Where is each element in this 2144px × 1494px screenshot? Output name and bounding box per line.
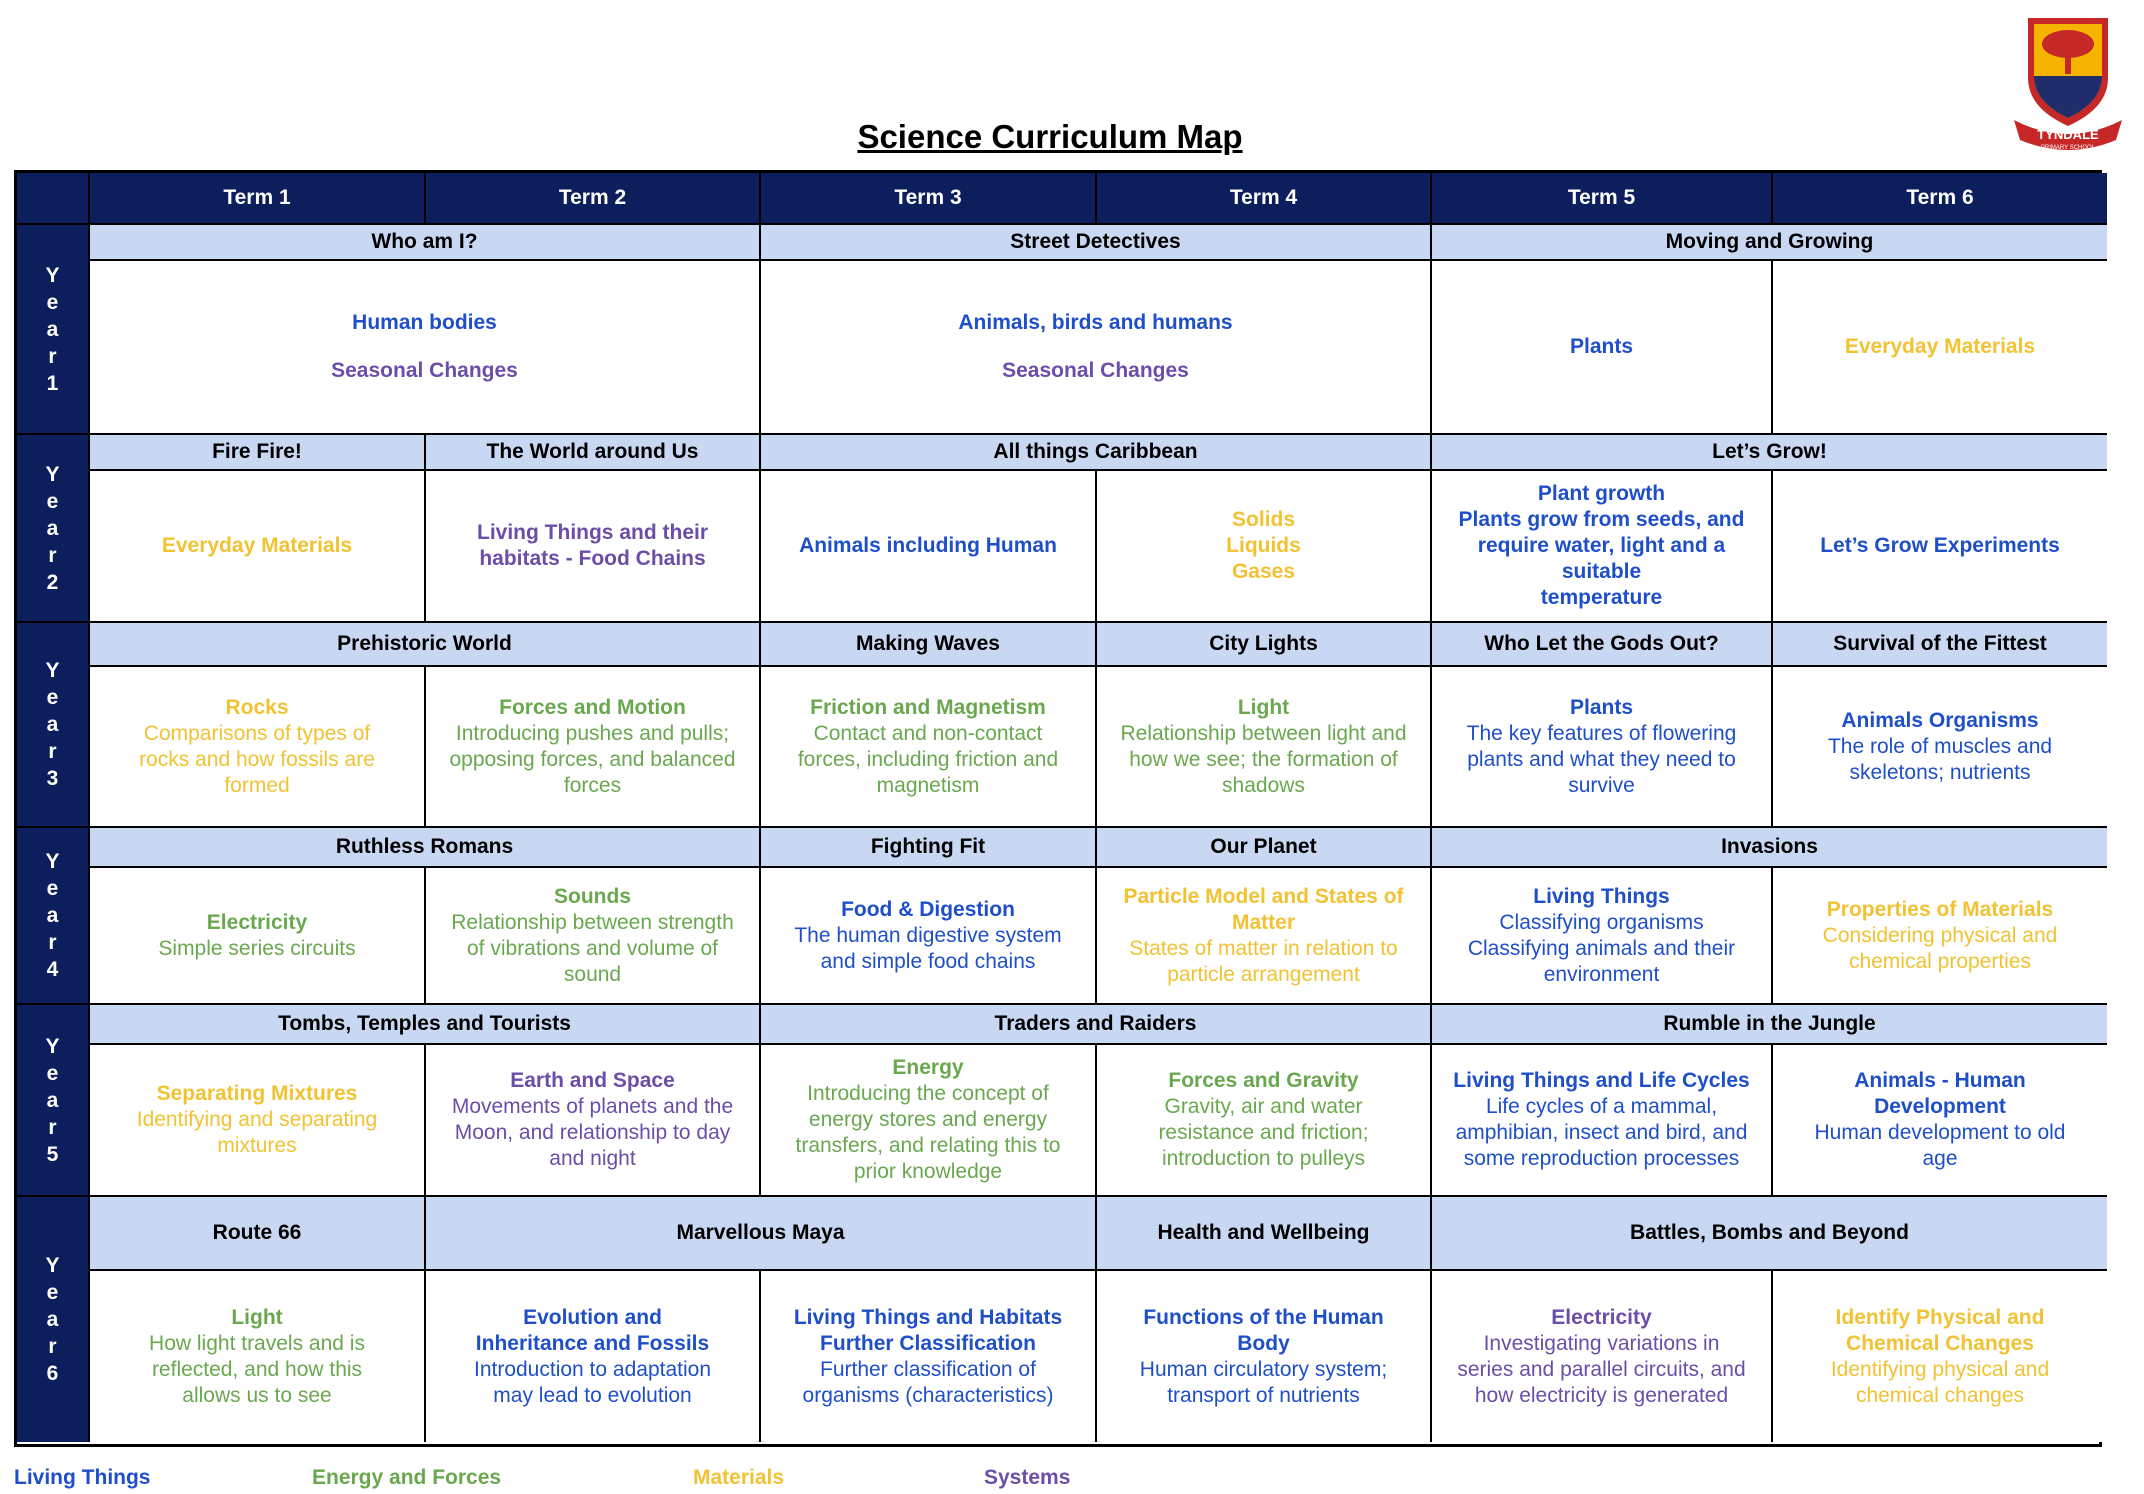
unit-desc: Contact and non-contact [813, 721, 1043, 745]
unit-title: Solids [1231, 508, 1295, 531]
unit-desc: and night [549, 1147, 636, 1170]
legend-systems: Systems [984, 1466, 1071, 1489]
topic-header: Let’s Grow! [1432, 435, 2107, 471]
unit-title: Living Things [1533, 884, 1670, 908]
year-label [17, 1005, 90, 1197]
unit-cell [761, 261, 1432, 435]
unit-cell [1432, 667, 1773, 828]
legend-living-things: Living Things [14, 1466, 151, 1489]
unit-cell [1432, 471, 1773, 623]
unit-desc: Investigating variations in [1483, 1331, 1720, 1355]
unit-title: Plants [1569, 695, 1634, 719]
unit-cell [426, 667, 761, 828]
unit-cell [426, 1271, 761, 1442]
year-label-letter: a [46, 516, 59, 540]
unit-title: Gases [1231, 560, 1296, 583]
unit-cell [90, 471, 426, 623]
term-header: Term 6 [1773, 173, 2107, 225]
unit-cell [1097, 1271, 1432, 1442]
unit-title: Light [231, 1305, 283, 1329]
unit-cell [1773, 1045, 2107, 1197]
unit-cell [761, 471, 1097, 623]
unit-cell [90, 868, 426, 1005]
year-label-letter: a [46, 1088, 59, 1112]
unit-desc: The human digestive system [794, 923, 1062, 947]
unit-title: Body [1237, 1331, 1290, 1355]
unit-desc: shadows [1222, 773, 1305, 797]
school-crest-logo [2012, 8, 2124, 158]
year-label-letter: a [46, 317, 59, 341]
year-label-letter: r [48, 1335, 57, 1358]
topic-header: Our Planet [1097, 828, 1432, 868]
unit-title: Earth and Space [510, 1069, 675, 1092]
unit-desc: Plants grow from seeds, and [1458, 508, 1745, 531]
unit-desc: may lead to evolution [493, 1383, 692, 1407]
unit-desc: transport of nutrients [1167, 1383, 1360, 1407]
unit-desc: Gravity, air and water [1164, 1095, 1363, 1118]
unit-desc: survive [1568, 773, 1635, 797]
unit-title: Food & Digestion [841, 897, 1015, 921]
year-label-letter: a [46, 713, 59, 736]
unit-cell [1432, 261, 1773, 435]
unit-title: Matter [1231, 910, 1295, 934]
unit-title: Everyday Materials [1844, 335, 2036, 358]
year-label-letter: e [46, 290, 59, 314]
unit-title: Evolution and [523, 1305, 662, 1329]
year-label-letter: e [46, 686, 59, 709]
unit-cell [1097, 667, 1432, 828]
unit-cell [1773, 1271, 2107, 1442]
term-header: Term 1 [90, 173, 426, 225]
topic-header: Prehistoric World [90, 623, 761, 667]
unit-title: Electricity [206, 910, 308, 934]
unit-title: Forces and Gravity [1168, 1069, 1359, 1092]
year-label-letter: e [46, 489, 59, 513]
unit-cell [90, 1271, 426, 1442]
unit-title: Plant growth [1537, 482, 1666, 505]
year-label-letter: e [46, 1281, 59, 1304]
unit-title: Further Classification [820, 1331, 1036, 1355]
topic-header: City Lights [1097, 623, 1432, 667]
unit-cell [1773, 261, 2107, 435]
unit-desc: age [1922, 1147, 1958, 1170]
unit-cell [426, 471, 761, 623]
unit-desc: plants and what they need to [1467, 747, 1736, 771]
unit-desc: Life cycles of a mammal, [1485, 1095, 1718, 1118]
topic-header: Fire Fire! [90, 435, 426, 471]
unit-desc: mixtures [217, 1134, 297, 1157]
unit-desc: how electricity is generated [1474, 1383, 1729, 1407]
unit-desc: of vibrations and volume of [467, 936, 718, 960]
unit-title: Chemical Changes [1846, 1331, 2034, 1355]
unit-desc: rocks and how fossils are [139, 747, 375, 771]
year-label-letter: Y [45, 659, 60, 682]
topic-header: All things Caribbean [761, 435, 1432, 471]
year-label-letter: e [46, 1061, 59, 1085]
unit-title: Animals, birds and humans [958, 311, 1233, 334]
year-label-letter: 5 [46, 1142, 59, 1166]
year-label-letter: 3 [46, 767, 59, 790]
page-title: Science Curriculum Map [857, 118, 1243, 155]
unit-desc: Human development to old [1814, 1121, 2066, 1144]
unit-desc: Introduction to adaptation [473, 1357, 711, 1381]
year-label-letter: Y [45, 850, 60, 873]
unit-desc: Relationship between light and [1120, 721, 1407, 745]
unit-title: Light [1237, 695, 1290, 719]
unit-cell [1773, 667, 2107, 828]
unit-desc: Moon, and relationship to day [454, 1121, 731, 1144]
unit-cell [761, 1045, 1097, 1197]
unit-desc: chemical properties [1848, 949, 2032, 973]
topic-header: The World around Us [426, 435, 761, 471]
year-label [17, 1197, 90, 1442]
term-header: Term 4 [1097, 173, 1432, 225]
term-header: Term 2 [426, 173, 761, 225]
unit-title: Liquids [1226, 534, 1301, 557]
year-label-letter: r [48, 931, 57, 954]
unit-desc: forces, including friction and [797, 747, 1059, 771]
unit-cell [90, 1045, 426, 1197]
unit-title: Separating Mixtures [156, 1082, 358, 1105]
unit-desc: series and parallel circuits, and [1457, 1357, 1746, 1381]
unit-cell [761, 667, 1097, 828]
unit-title: Living Things and their [477, 521, 708, 544]
unit-title: Properties of Materials [1826, 897, 2054, 921]
topic-header: Health and Wellbeing [1097, 1197, 1432, 1271]
unit-title: Particle Model and States of [1123, 884, 1404, 908]
unit-title: Living Things and Life Cycles [1453, 1069, 1750, 1092]
unit-title: Let’s Grow Experiments [1820, 534, 2060, 557]
curriculum-table [14, 170, 2102, 1447]
topic-header: Invasions [1432, 828, 2107, 868]
unit-desc: Considering physical and [1822, 923, 2058, 947]
unit-desc: opposing forces, and balanced [449, 747, 736, 771]
unit-desc: Further classification of [820, 1357, 1036, 1381]
term-header: Term 3 [761, 173, 1097, 225]
year-label-letter: r [48, 1115, 57, 1139]
unit-cell [1097, 868, 1432, 1005]
topic-header: Battles, Bombs and Beyond [1432, 1197, 2107, 1271]
unit-title: Forces and Motion [499, 695, 686, 719]
unit-cell [426, 868, 761, 1005]
unit-desc: Introducing the concept of [807, 1082, 1049, 1105]
unit-desc: The role of muscles and [1827, 734, 2053, 758]
unit-desc: States of matter in relation to [1129, 936, 1398, 960]
unit-title: Functions of the Human [1143, 1305, 1384, 1329]
unit-desc: chemical changes [1855, 1383, 2025, 1407]
year-label-letter: a [46, 1308, 59, 1331]
unit-cell [1773, 868, 2107, 1005]
unit-desc: how we see; the formation of [1129, 747, 1398, 771]
topic-header: Ruthless Romans [90, 828, 761, 868]
unit-desc: The key features of flowering [1466, 721, 1737, 745]
unit-title: habitats - Food Chains [479, 547, 706, 570]
unit-title: Inheritance and Fossils [475, 1331, 710, 1355]
legend-energy-forces: Energy and Forces [312, 1466, 502, 1489]
unit-desc: organisms (characteristics) [802, 1383, 1054, 1407]
unit-title: Energy [892, 1056, 964, 1079]
unit-desc: formed [224, 773, 290, 797]
unit-cell [1097, 471, 1432, 623]
unit-desc: Classifying organisms [1499, 910, 1704, 934]
year-label-letter: r [48, 344, 57, 368]
year-label [17, 225, 90, 435]
topic-header: Making Waves [761, 623, 1097, 667]
year-label-letter: Y [45, 462, 60, 486]
topic-header: Traders and Raiders [761, 1005, 1432, 1045]
unit-desc: Simple series circuits [158, 936, 356, 960]
unit-cell [761, 868, 1097, 1005]
unit-desc: Introducing pushes and pulls; [455, 721, 730, 745]
year-label [17, 623, 90, 828]
year-label-letter: Y [45, 1254, 60, 1277]
unit-cell [761, 1271, 1097, 1442]
unit-desc: introduction to pulleys [1161, 1147, 1366, 1170]
unit-desc: skeletons; nutrients [1849, 760, 2031, 784]
unit-desc: sound [563, 962, 622, 986]
unit-cell [1432, 1271, 1773, 1442]
unit-desc: forces [563, 773, 622, 797]
term-header: Term 5 [1432, 173, 1773, 225]
unit-desc: Comparisons of types of [143, 721, 371, 745]
unit-cell [1097, 1045, 1432, 1197]
logo-subtext: PRIMARY SCHOOL [2040, 145, 2096, 151]
unit-cell [426, 1045, 761, 1197]
legend-materials: Materials [693, 1466, 785, 1489]
year-label-letter: 2 [46, 570, 59, 594]
year-label-letter: 4 [46, 958, 59, 981]
unit-title: Everyday Materials [161, 534, 353, 557]
unit-cell [90, 667, 426, 828]
topic-header: Route 66 [90, 1197, 426, 1271]
topic-header: Tombs, Temples and Tourists [90, 1005, 761, 1045]
unit-title: Human bodies [352, 311, 497, 334]
topic-header: Who Let the Gods Out? [1432, 623, 1773, 667]
unit-title: Seasonal Changes [331, 359, 518, 382]
unit-desc: Classifying animals and their [1467, 936, 1736, 960]
unit-title: Animals Organisms [1841, 708, 2039, 732]
unit-title: Animals - Human [1854, 1069, 2026, 1092]
topic-header: Moving and Growing [1432, 225, 2107, 261]
topic-header: Street Detectives [761, 225, 1432, 261]
year-label-letter: 6 [46, 1362, 59, 1385]
unit-desc: magnetism [876, 773, 980, 797]
unit-cell [90, 261, 761, 435]
unit-title: Seasonal Changes [1002, 359, 1189, 382]
year-label-letter: 1 [46, 371, 59, 395]
unit-desc: transfers, and relating this to [795, 1134, 1061, 1157]
unit-title: Development [1874, 1095, 2006, 1118]
logo-name-text: TYNDALE [2037, 127, 2099, 142]
unit-desc: resistance and friction; [1158, 1121, 1369, 1144]
year-label [17, 828, 90, 1005]
unit-title: Rocks [225, 695, 289, 719]
unit-desc: suitable [1561, 560, 1642, 583]
unit-desc: Human circulatory system; [1139, 1357, 1388, 1381]
unit-desc: environment [1543, 962, 1660, 986]
topic-header: Survival of the Fittest [1773, 623, 2107, 667]
topic-header: Rumble in the Jungle [1432, 1005, 2107, 1045]
unit-desc: and simple food chains [820, 949, 1036, 973]
year-label-letter: r [48, 543, 57, 567]
unit-desc: Identifying physical and [1830, 1357, 2050, 1381]
year-label-letter: Y [45, 1034, 60, 1058]
unit-desc: amphibian, insect and bird, and [1455, 1121, 1748, 1144]
unit-desc: allows us to see [182, 1383, 332, 1407]
year-label-letter: e [46, 877, 59, 900]
topic-header: Who am I? [90, 225, 761, 261]
unit-title: Living Things and Habitats [793, 1305, 1063, 1329]
unit-desc: some reproduction processes [1463, 1147, 1740, 1170]
unit-cell [1432, 868, 1773, 1005]
unit-title: Sounds [554, 884, 631, 908]
unit-title: Electricity [1551, 1305, 1652, 1329]
unit-desc: particle arrangement [1167, 962, 1360, 986]
unit-title: Plants [1569, 335, 1634, 358]
unit-title: Identify Physical and [1835, 1305, 2045, 1329]
unit-cell [1773, 471, 2107, 623]
unit-desc: Relationship between strength [451, 910, 734, 934]
unit-desc: Identifying and separating [136, 1108, 378, 1131]
corner-cell [17, 173, 90, 225]
unit-desc: energy stores and energy [808, 1108, 1048, 1131]
unit-desc: reflected, and how this [151, 1357, 363, 1381]
unit-desc: Movements of planets and the [451, 1095, 734, 1118]
topic-header: Marvellous Maya [426, 1197, 1097, 1271]
unit-desc: require water, light and a [1477, 534, 1726, 557]
unit-title: Friction and Magnetism [810, 695, 1046, 719]
year-label-letter: r [48, 740, 57, 763]
unit-desc: prior knowledge [853, 1160, 1003, 1183]
unit-desc: How light travels and is [149, 1331, 365, 1355]
unit-title: Animals including Human [799, 534, 1057, 557]
year-label-letter: a [46, 904, 59, 927]
unit-desc: temperature [1540, 586, 1663, 609]
unit-cell [1432, 1045, 1773, 1197]
year-label [17, 435, 90, 623]
topic-header: Fighting Fit [761, 828, 1097, 868]
year-label-letter: Y [45, 263, 60, 287]
